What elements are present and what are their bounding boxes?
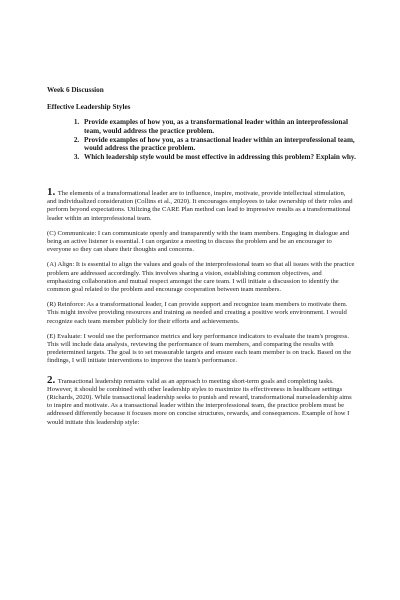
document-subtitle: Effective Leadership Styles: [47, 103, 131, 111]
section-1-intro: [47, 185, 356, 223]
paragraph-text: Transactional leadership remains valid as an approach to meeting short-term goals and completing tasks. However, it should be combined with other leadership styles to maximize its effectiveness in healthcare settings (Richards, 2020). While transactional leadership seeks to punish and reward, transformational nurseleadership aims to inspire and motivate. As a transactional leader within the interprofessional team, the practice problem must be addressed differently because it focuses more on concise structures, rewards, and consequences. Example of how I would initiate this leadership style:: [47, 377, 352, 426]
week-title: Week 6 Discussion: [47, 86, 104, 94]
paragraph-communicate: (C) Communicate: I can communicate openly and transparently with the team members. Engaging in dialogue and being an active listener is essential. I can organize a meeting to discuss the problem and be an encourager to everyone so they can share their thoughts and concerns.: [47, 229, 350, 254]
paragraph-text: The elements of a transformational leader are to influence, inspire, motivate, provide intellectual stimulation, and individualized consideration (Collins et al., 2020). It encourages employees to take ownership of their roles and perform beyond expectations. Utilizing the CARE Plan method can lead to impressive results as a transformational leader within an interprofessional team.: [47, 189, 353, 222]
question-list: [47, 118, 356, 162]
paragraph-reinforce: (R) Reinforce: As a transformational leader, I can provide support and recognize team members to motivate them. This might involve providing resources and training as needed and creating a positive work environment. I would recognize each team member publicly for their efforts and achievements.: [47, 301, 348, 325]
paragraph-evaluate: (E) Evaluate: I would use the performance metrics and key performance indicators to evaluate the team's progress. This will include data analysis, reviewing the performance of team members, and comparing the results with predetermined targets. The goal is to set measurable targets and ensure each team member is on track. Based on the findings, I will initiate interventions to improve the team's performance.: [47, 332, 352, 365]
section-number: 1.: [47, 185, 56, 198]
question-item: 3. Which leadership style would be most effective in addressing this problem? Explain why.: [81, 153, 356, 162]
section-2-intro: [47, 373, 356, 427]
question-item: 1. Provide examples of how you, as a transformational leader within an interprofessional team, would address the practice problem.: [81, 118, 356, 135]
question-item: 2. Provide examples of how you, as a transactional leader within an interprofessional team, would address the practice problem.: [81, 136, 356, 153]
section-number: 2.: [47, 373, 56, 386]
paragraph-align: (A) Align: It is essential to align the values and goals of the interprofessional team so that all issues with the practice problem are addressed accordingly. This involves sharing a vision, establishing common objectives, and emphasizing collaboration and mutual respect amongst the care team. I will initiate a discussion to identify the common goal related to the problem and encourage cooperation between team members.: [47, 261, 355, 293]
